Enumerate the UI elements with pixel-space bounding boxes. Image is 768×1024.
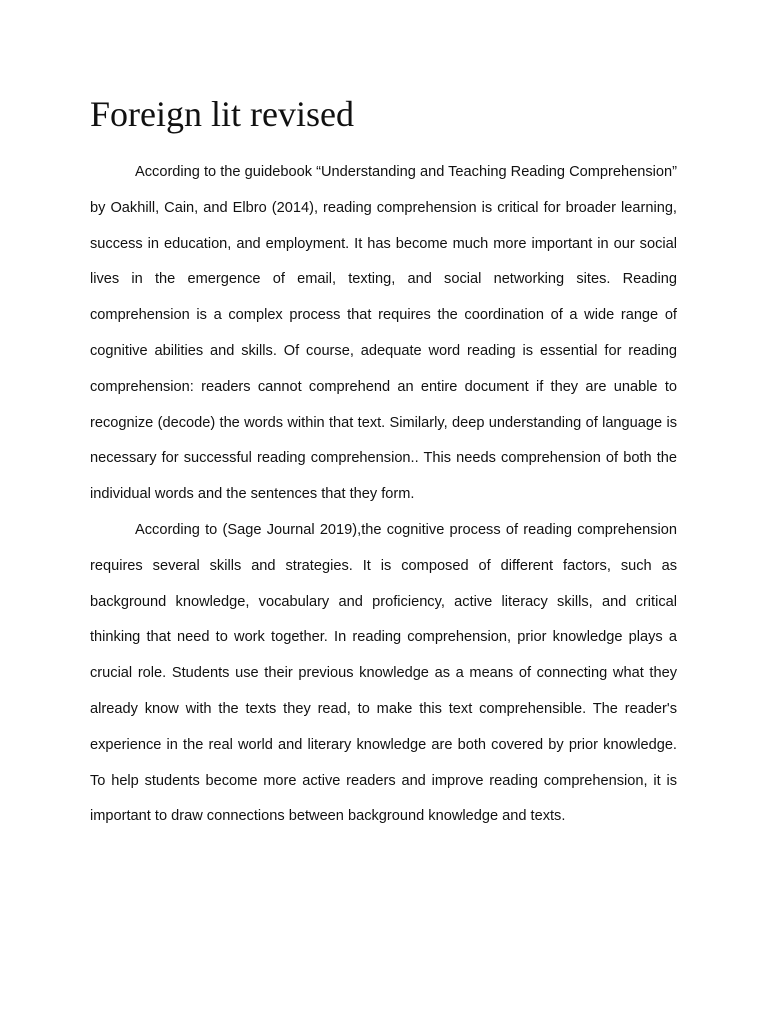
document-title: Foreign lit revised xyxy=(90,94,354,134)
paragraph-1: According to the guidebook “Understanding and Teaching Reading Comprehension” by Oakhill, Cain, and Elbro (2014), reading comprehension is critical for broader learning, success in education, and employment. It has become much more important in our social lives in the emergence of email, texting, and social networking sites. Reading comprehension is a complex process that requires the coordination of a wide range of cognitive abilities and skills. Of course, adequate word reading is essential for reading comprehension: readers cannot comprehend an entire document if they are unable to recognize (decode) the words within that text. Similarly, deep understanding of language is necessary for successful reading comprehension.. This needs comprehension of both the individual words and the sentences that they form. xyxy=(90,164,677,503)
paragraph-2: According to (Sage Journal 2019),the cognitive process of reading comprehension requires several skills and strategies. It is composed of different factors, such as background knowledge, vocabulary and proficiency, active literacy skills, and critical thinking that need to work together. In reading comprehension, prior knowledge plays a crucial role. Students use their previous knowledge as a means of connecting what they already know with the texts they read, to make this text comprehensible. The reader's experience in the real world and literary knowledge are both covered by prior knowledge. To help students become more active readers and improve reading comprehension, it is important to draw connections between background knowledge and texts. xyxy=(90,521,677,825)
document-body xyxy=(90,155,677,835)
